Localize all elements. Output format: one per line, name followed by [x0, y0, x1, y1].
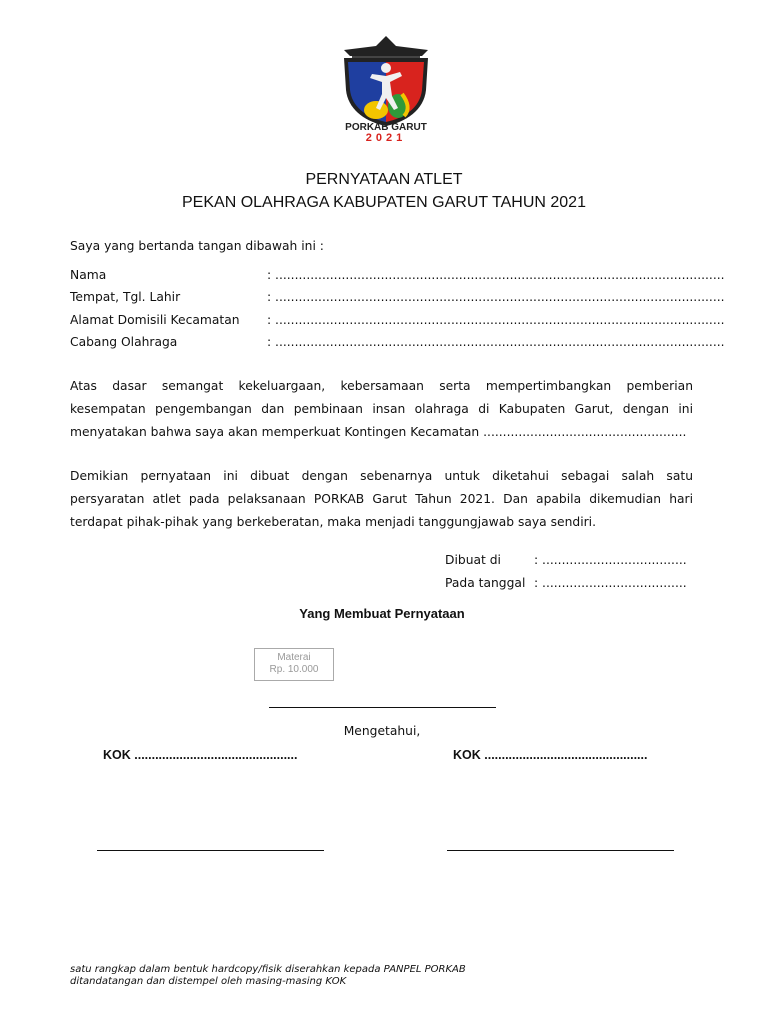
document-subtitle: PEKAN OLAHRAGA KABUPATEN GARUT TAHUN 2021 — [182, 194, 586, 211]
paragraph-line: persyaratan atlet pada pelaksanaan PORKAB Garut Tahun 2021. Dan apabila dikemudian hari — [70, 492, 693, 506]
dibuat-di-label: Dibuat di — [445, 553, 501, 567]
dibuat-di-value: : ..................................... — [534, 553, 687, 567]
kok-left-label: KOK ............................................... — [103, 748, 298, 762]
materai-label: Materai — [277, 652, 311, 663]
field-value-nama: : ................................................................................................................... — [267, 268, 725, 282]
kok-right-label: KOK ............................................... — [453, 748, 648, 762]
field-value-alamat: : ................................................................................................................... — [267, 313, 725, 327]
footnote-line: satu rangkap dalam bentuk hardcopy/fisik diserahkan kepada PANPEL PORKAB — [70, 964, 466, 975]
field-label-alamat: Alamat Domisili Kecamatan — [70, 313, 240, 327]
kok-left-signature-line — [97, 850, 324, 851]
materai-stamp-box — [254, 648, 334, 681]
statement-paragraph — [70, 375, 693, 444]
paragraph-line: Atas dasar semangat kekeluargaan, kebersamaan serta mempertimbangkan pemberian — [70, 379, 693, 393]
signer-title: Yang Membuat Pernyataan — [299, 606, 465, 621]
pada-tanggal-value: : ..................................... — [534, 576, 687, 590]
field-label-tempat-lahir: Tempat, Tgl. Lahir — [70, 290, 181, 304]
footnote-line: ditandatangan dan distempel oleh masing-masing KOK — [70, 976, 347, 987]
logo-year: 2021 — [365, 132, 407, 144]
materai-amount: Rp. 10.000 — [269, 664, 319, 675]
paragraph-line: terdapat pihak-pihak yang berkeberatan, maka menjadi tanggungjawab saya sendiri. — [70, 515, 596, 529]
mengetahui-label: Mengetahui, — [343, 724, 421, 738]
kok-right-signature-line — [447, 850, 674, 851]
paragraph-line: Demikian pernyataan ini dibuat dengan sebenarnya untuk diketahui sebagai salah satu — [70, 469, 693, 483]
field-label-cabang: Cabang Olahraga — [70, 335, 178, 349]
field-value-tempat-lahir: : ................................................................................................................... — [267, 290, 725, 304]
field-label-nama: Nama — [70, 268, 107, 282]
pada-tanggal-label: Pada tanggal — [445, 576, 526, 590]
paragraph-line: menyatakan bahwa saya akan memperkuat Kontingen Kecamatan .................................................... — [70, 425, 687, 439]
porkab-logo — [336, 36, 436, 144]
document-title: PERNYATAAN ATLET — [305, 171, 463, 188]
closing-paragraph — [70, 465, 693, 534]
paragraph-line: kesempatan pengembangan dan pembinaan insan olahraga di Kabupaten Garut, dengan ini — [70, 402, 693, 416]
porkab-emblem — [336, 36, 436, 128]
signature-line — [269, 707, 496, 708]
field-value-cabang: : ................................................................................................................... — [267, 335, 725, 349]
logo-label: PORKAB GARUT — [345, 122, 427, 133]
intro-text: Saya yang bertanda tangan dibawah ini : — [70, 239, 324, 253]
